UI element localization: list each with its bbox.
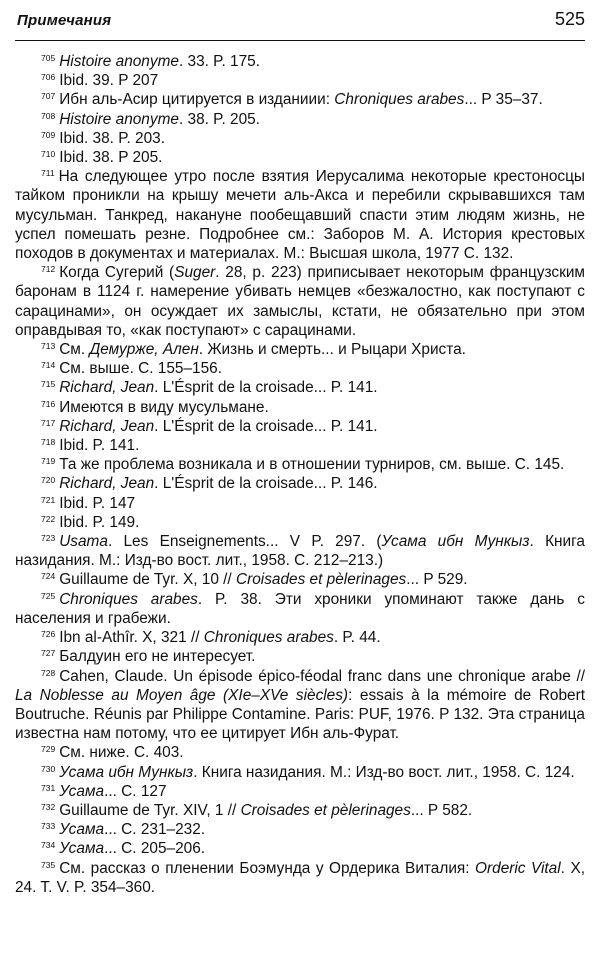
endnotes-list: [15, 52, 585, 897]
endnote-number: 725: [41, 590, 56, 601]
endnote: [15, 590, 585, 628]
endnote-italic-text: Chroniques arabes: [334, 91, 465, 109]
endnote: [15, 474, 585, 493]
endnote-text: . 28, p. 223) приписывает некоторым французским баронам в 1124 г. намерение убивать немцев «безжалостно, как поступают с сарацинами», он осуждает их замыслы, кстати, не обязательно при этом оправдывая то, «как поступают» с сарацинами.: [15, 264, 585, 339]
endnote-number: 730: [41, 763, 56, 774]
endnote: [15, 532, 585, 570]
endnote: [15, 839, 585, 858]
endnote-text: Ibid. P. 149.: [59, 513, 140, 531]
endnote-text: . Книга назидания. М.: Изд-во вост. лит., 1958. С. 212–213.): [15, 533, 585, 570]
endnote-number: 715: [41, 379, 56, 390]
endnote-number: 726: [41, 629, 56, 640]
endnote-text: ... P 582.: [410, 801, 473, 819]
endnote-number: 727: [41, 648, 56, 659]
endnote-italic-text: Histoire anonyme: [59, 110, 179, 128]
endnote: [15, 90, 585, 109]
endnote-italic-text: Orderic Vital: [475, 859, 561, 877]
endnote: [15, 782, 585, 801]
endnote-number: 708: [41, 110, 56, 121]
endnote-text: : essais à la mémoire de Robert Boutruche. Réunis par Philippe Contamine. Paris: PUF, 1976. P 132. Эта страница известна нам потому, что ее цитирует Ибн аль-Фурат.: [15, 686, 585, 743]
endnote: [15, 359, 585, 378]
endnote-italic-text: Усама ибн Мункыз: [59, 763, 194, 781]
endnote-text: Ибн аль-Асир цитируется в изданиии:: [59, 91, 335, 109]
endnote-number: 710: [41, 149, 56, 160]
endnote-text: . P. 38. Эти хроники упоминают также дань с населения и грабежи.: [15, 590, 586, 627]
endnote-italic-text: Усама: [59, 840, 105, 858]
endnote-text: Ibid. 38. P. 203.: [59, 129, 166, 147]
endnote: [15, 71, 585, 90]
endnote-text: Ibid. P. 141.: [59, 437, 140, 455]
endnote-number: 712: [41, 264, 56, 275]
endnote-text: Ibid. P. 147: [59, 494, 136, 512]
endnote-text: . L'Ésprit de la croisade... P. 146.: [154, 475, 378, 493]
endnote-number: 733: [41, 821, 56, 832]
endnote-text: . L'Ésprit de la croisade... P. 141.: [154, 417, 378, 435]
endnote: [15, 859, 585, 897]
endnote-italic-text: Усама: [59, 821, 105, 839]
endnote-text: Cahen, Claude. Un épisode épico-féodal franc dans une chronique arabe //: [59, 667, 585, 685]
endnote-text: См. выше. С. 155–156.: [59, 360, 222, 378]
endnote-text: Имеются в виду мусульмане.: [59, 398, 269, 416]
endnote-text: См. ниже. С. 403.: [59, 744, 184, 762]
endnote-text: Ibn al-Athîr. X, 321 //: [59, 629, 204, 647]
endnote: [15, 398, 585, 417]
endnote-italic-text: Croisades et pèlerinages: [235, 571, 407, 589]
endnote-italic-text: Histoire anonyme: [59, 53, 179, 70]
endnote-number: 732: [41, 801, 56, 812]
endnote-text: Балдуин его не интересует.: [59, 648, 256, 666]
endnote-italic-text: Демурже, Ален: [89, 341, 199, 359]
endnote-text: См.: [59, 341, 90, 359]
endnote-text: На следующее утро после взятия Иерусалима некоторые крестоносцы тайком проникли на крышу мечети аль-Акса и перебили скрывавшихся там мусульман. Танкред, накануне пообещавший спасти этим людям жизнь, не успел помешать резне. Подробнее см.: Заборов М. А. История крестовых походов в документах и материалах. М.: Высшая школа, 1977 С. 132.: [15, 168, 585, 263]
endnote-text: . 33. P. 175.: [178, 53, 260, 70]
endnote-number: 721: [41, 494, 56, 505]
endnote-text: . X, 24. T. V. P. 354–360.: [15, 859, 585, 896]
endnote-text: Guillaume de Tyr. XIV, 1 //: [59, 801, 241, 819]
endnote-number: 724: [41, 571, 56, 582]
endnote: [15, 820, 585, 839]
endnote: [15, 167, 585, 263]
endnote: [15, 148, 585, 167]
endnote-number: 711: [41, 168, 55, 179]
endnote-number: 717: [41, 417, 56, 428]
endnote-italic-text: Chroniques arabes: [203, 629, 334, 647]
endnote-italic-text: Suger: [174, 264, 216, 282]
endnote-text: ... С. 231–232.: [104, 821, 206, 839]
endnote-text: ... С. 127: [104, 782, 167, 800]
endnote-number: 713: [41, 341, 56, 352]
endnote: [15, 129, 585, 148]
endnote-italic-text: Richard, Jean: [59, 417, 155, 435]
endnote-text: . Книга назидания. М.: Изд-во вост. лит., 1958. С. 124.: [193, 763, 575, 781]
endnote-italic-text: Richard, Jean: [59, 379, 155, 397]
endnote-italic-text: Richard, Jean: [59, 475, 155, 493]
endnote-italic-text: Усама: [59, 782, 105, 800]
endnote-number: 728: [41, 667, 56, 678]
endnote: [15, 494, 585, 513]
endnote-text: . Жизнь и смерть... и Рыцари Христа.: [198, 341, 466, 359]
endnote: [15, 340, 585, 359]
endnote-text: ... P 529.: [406, 571, 468, 589]
endnote-number: 714: [41, 360, 56, 371]
endnote-number: 705: [41, 53, 56, 63]
endnote: [15, 628, 585, 647]
endnote: [15, 52, 585, 71]
endnote: [15, 513, 585, 532]
endnote-italic-text: Усама ибн Мункыз: [381, 533, 530, 551]
endnote-number: 707: [41, 91, 56, 102]
endnote-text: ... P 35–37.: [464, 91, 543, 109]
endnote-text: Ibid. 38. P 205.: [59, 149, 163, 167]
endnote-number: 719: [41, 456, 56, 467]
endnote-text: . P. 44.: [333, 629, 381, 647]
endnote: [15, 763, 585, 782]
endnote-italic-text: Chroniques arabes: [59, 590, 198, 608]
endnote-text: Когда Сугерий (: [59, 264, 175, 282]
endnote: [15, 378, 585, 397]
endnote: [15, 743, 585, 762]
endnote-number: 709: [41, 129, 56, 140]
running-title: Примечания: [17, 12, 112, 29]
endnote-number: 722: [41, 513, 56, 524]
endnote: [15, 263, 585, 340]
endnote-text: Та же проблема возникала и в отношении турниров, см. выше. С. 145.: [59, 456, 565, 474]
page-number: 525: [554, 9, 585, 29]
endnote-number: 735: [41, 859, 56, 870]
endnote: [15, 417, 585, 436]
endnote-text: См. рассказ о пленении Боэмунда у Ордерика Виталия:: [59, 859, 476, 877]
endnote: [15, 647, 585, 666]
endnote-text: ... С. 205–206.: [104, 840, 206, 858]
endnote-number: 718: [41, 437, 56, 448]
page-header: [15, 0, 585, 41]
endnote-text: . L'Ésprit de la croisade... P. 141.: [154, 379, 378, 397]
endnote-number: 706: [41, 72, 56, 83]
endnote-number: 720: [41, 475, 56, 486]
endnote-number: 731: [41, 782, 56, 793]
endnote: [15, 436, 585, 455]
endnote-italic-text: La Noblesse au Moyen âge (XIe–XVe siècles): [15, 686, 349, 704]
endnote-number: 729: [41, 744, 56, 755]
endnote: [15, 455, 585, 474]
endnote-italic-text: Usama: [59, 533, 108, 551]
endnote-italic-text: Croisades et pèlerinages: [240, 801, 411, 819]
endnote: [15, 801, 585, 820]
endnote-number: 734: [41, 840, 56, 851]
endnote-number: 716: [41, 398, 56, 409]
endnote: [15, 110, 585, 129]
endnote: [15, 570, 585, 589]
endnote-text: Ibid. 39. P 207: [59, 72, 159, 90]
endnote-text: Guillaume de Tyr. X, 10 //: [59, 571, 236, 589]
endnote-number: 723: [41, 533, 56, 544]
endnote-text: . 38. P. 205.: [178, 110, 260, 128]
endnote-text: . Les Enseignements... V P. 297. (: [107, 533, 382, 551]
endnote: [15, 667, 585, 744]
